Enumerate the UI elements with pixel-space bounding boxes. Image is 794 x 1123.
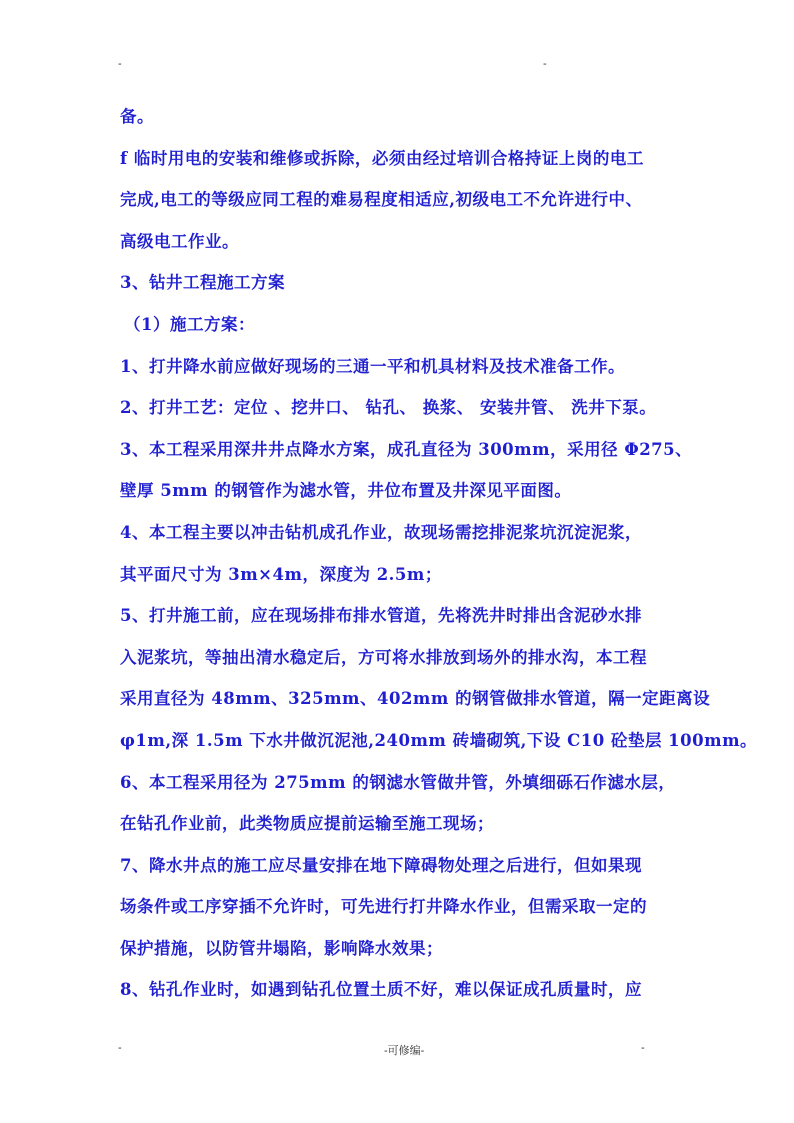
body-line: 其平面尺寸为 3m×4m，深度为 2.5m；	[120, 564, 442, 584]
body-line: f 临时用电的安装和维修或拆除，必须由经过培训合格持证上岗的电工	[120, 148, 644, 168]
footer-right-mark: -	[641, 1042, 645, 1054]
body-line: 采用直径为 48mm、325mm、402mm 的钢管做排水管道，隔一定距离设	[120, 689, 711, 709]
body-line: 5、打井施工前，应在现场排布排水管道，先将洗井时排出含泥砂水排	[120, 606, 642, 626]
body-line: 4、本工程主要以冲击钻机成孔作业，故现场需挖排泥浆坑沉淀泥浆，	[120, 522, 642, 542]
footer-editable-note: -可修编-	[384, 1045, 425, 1057]
footer-left-mark: -	[118, 1042, 122, 1054]
header-right-mark: -	[543, 58, 547, 70]
body-line: 备。	[120, 107, 154, 126]
body-line: 保护措施，以防管井塌陷，影响降水效果；	[120, 938, 443, 958]
body-line: 高级电工作业。	[120, 231, 239, 251]
body-line: 1、打井降水前应做好现场的三通一平和机具材料及技术准备工作。	[120, 356, 625, 376]
body-line: 2、打井工艺：定位 、挖井口、 钻孔、 换浆、 安装井管、 洗井下泵。	[120, 398, 657, 418]
body-line: 7、降水井点的施工应尽量安排在地下障碍物处理之后进行，但如果现	[120, 855, 642, 875]
subsection-heading: （1）施工方案：	[124, 314, 255, 334]
section-heading: 3、钻井工程施工方案	[120, 273, 285, 293]
body-line: 壁厚 5mm 的钢管作为滤水管，井位布置及井深见平面图。	[120, 481, 572, 501]
body-line: 6、本工程采用径为 275mm 的钢滤水管做井管，外填细砾石作滤水层，	[120, 772, 676, 792]
body-line: 8、钻孔作业时，如遇到钻孔位置土质不好，难以保证成孔质量时，应	[120, 980, 642, 1000]
body-line: 3、本工程采用深井井点降水方案，成孔直径为 300mm，采用径 Φ275、	[120, 439, 693, 459]
body-line: 在钻孔作业前，此类物质应提前运输至施工现场；	[120, 814, 494, 834]
header-left-mark: -	[118, 58, 122, 70]
body-line: 入泥浆坑，等抽出清水稳定后，方可将水排放到场外的排水沟，本工程	[120, 647, 647, 667]
body-line: 完成,电工的等级应同工程的难易程度相适应,初级电工不允许进行中、	[120, 190, 643, 210]
document-body	[120, 102, 758, 1017]
body-line: 场条件或工序穿插不允许时，可先进行打井降水作业，但需采取一定的	[120, 897, 647, 917]
body-line: φ1m,深 1.5m 下水井做沉泥池,240mm 砖墙砌筑,下设 C10 砼垫层 100mm。	[120, 730, 758, 750]
